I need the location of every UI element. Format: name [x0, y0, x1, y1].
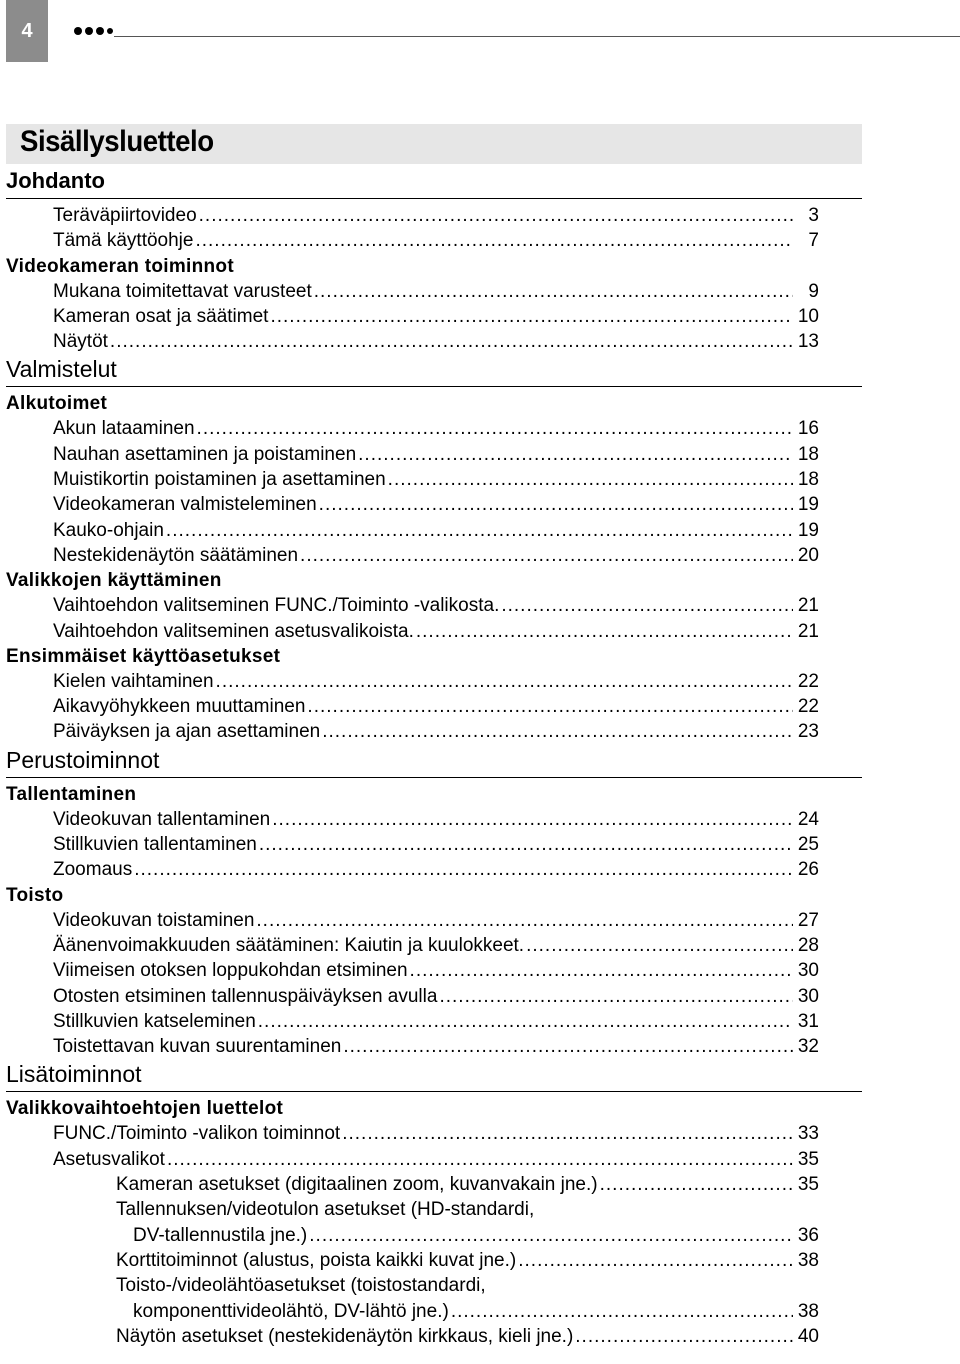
toc-entry-label: Toistettavan kuvan suurentaminen: [53, 1036, 342, 1058]
toc-entry-label: Stillkuvien katseleminen: [53, 1010, 256, 1032]
toc-entry[interactable]: [53, 958, 819, 983]
toc-entry[interactable]: [53, 467, 819, 492]
toc-entry-leader: [258, 1009, 793, 1034]
toc-entry-page: 35: [797, 1174, 819, 1196]
toc-entry-leader: [309, 1223, 793, 1248]
toc-entry-page: 25: [797, 834, 819, 856]
toc-entry-leader: [518, 1248, 793, 1273]
toc-entry[interactable]: [116, 1324, 819, 1349]
subsection-title: Ensimmäiset käyttöasetukset: [6, 645, 281, 667]
toc-entry-page: 16: [797, 418, 819, 440]
toc-entry[interactable]: [53, 593, 819, 618]
subsection-title: Alkutoimet: [6, 393, 108, 415]
toc-entry-leader: [343, 1034, 793, 1059]
toc-entry-label: Zoomaus: [53, 859, 133, 881]
toc-entry-leader: [110, 329, 793, 354]
toc-entry-leader: [439, 984, 793, 1009]
toc-entry-label: Korttitoiminnot (alustus, poista kaikki kuvat jne.): [116, 1249, 517, 1271]
toc-entry-page: 35: [797, 1148, 819, 1170]
toc-entry-page: 38: [797, 1249, 819, 1271]
toc-entry-page: 3: [808, 205, 819, 226]
page-number: 4: [21, 19, 33, 42]
toc-entry[interactable]: [116, 1172, 819, 1197]
toc-entry-label: Kauko-ohjain: [53, 519, 164, 541]
toc-entry[interactable]: [53, 203, 819, 228]
toc-entry[interactable]: [53, 933, 819, 958]
toc-entry[interactable]: [53, 857, 819, 882]
toc-entry-label: Stillkuvien tallentaminen: [53, 834, 257, 856]
toc-entry[interactable]: [53, 329, 819, 354]
toc-entry[interactable]: [53, 908, 819, 933]
toc-entry-leader: [314, 279, 793, 304]
toc-entry[interactable]: [53, 984, 819, 1009]
toc-entry-page: 40: [797, 1325, 819, 1347]
toc-entry-page: 20: [797, 544, 819, 566]
toc-entry[interactable]: [53, 442, 819, 467]
toc-entry-leader: [319, 492, 793, 517]
toc-entry-leader: [416, 619, 793, 644]
toc-entry[interactable]: [116, 1248, 819, 1273]
toc-entry[interactable]: [133, 1299, 819, 1324]
subsection-title: Tallentaminen: [6, 783, 137, 805]
toc-entry-label: Kameran asetukset (digitaalinen zoom, kuvanvakain jne.): [116, 1174, 598, 1196]
toc-entry[interactable]: [53, 669, 819, 694]
toc-entry[interactable]: [133, 1223, 819, 1248]
toc-entry-leader: [300, 543, 793, 568]
toc-entry[interactable]: [53, 719, 819, 744]
header-dots-decoration: [74, 27, 113, 35]
toc-entry-label: Videokuvan toistaminen: [53, 909, 255, 931]
toc-entry-leader: [358, 442, 793, 467]
page-title: Sisällysluettelo: [20, 125, 214, 158]
toc-entry-page: 26: [797, 859, 819, 881]
page-number-tab: [6, 0, 48, 62]
toc-entry-label: Videokuvan tallentaminen: [53, 808, 271, 830]
toc-entry-leader: [167, 1147, 793, 1172]
toc-entry-leader: [501, 593, 793, 618]
toc-entry-label: Kielen vaihtaminen: [53, 670, 214, 692]
toc-entry-label: Teräväpiirtovideo: [53, 205, 197, 226]
toc-entry-page: 28: [797, 934, 819, 956]
toc-entry-page: 30: [797, 985, 819, 1007]
toc-entry-leader: [451, 1299, 793, 1324]
toc-entry[interactable]: [53, 492, 819, 517]
toc-entry[interactable]: [53, 416, 819, 441]
toc-entry-leader: [197, 416, 793, 441]
toc-entry[interactable]: [53, 1121, 819, 1146]
toc-entry-leader: [270, 304, 793, 329]
toc-entry-leader: [272, 807, 793, 832]
section-title: Johdanto: [6, 166, 862, 199]
toc-entry-page: 31: [797, 1010, 819, 1032]
toc-entry-label: Vaihtoehdon valitseminen FUNC./Toiminto -valikosta.: [53, 595, 500, 617]
subsection-title: Videokameran toiminnot: [6, 255, 234, 277]
toc-entry-page: 9: [808, 280, 819, 302]
subsection-title: Toisto: [6, 884, 64, 906]
toc-entry-page: 24: [797, 808, 819, 830]
toc-entry[interactable]: [53, 279, 819, 304]
toc-entry[interactable]: [53, 228, 819, 253]
toc-entry-leader: [256, 908, 793, 933]
toc-entry-leader: [134, 857, 793, 882]
table-of-contents: [6, 166, 862, 1349]
toc-entry-leader: [600, 1172, 793, 1197]
toc-entry-leader: [307, 694, 793, 719]
toc-entry-label: Vaihtoehdon valitseminen asetusvalikoista.: [53, 620, 414, 642]
toc-entry-leader: [322, 719, 793, 744]
toc-entry-label: Päiväyksen ja ajan asettaminen: [53, 721, 321, 743]
toc-entry-leader: [195, 228, 793, 253]
toc-entry-label: Kameran osat ja säätimet: [53, 305, 269, 327]
toc-entry-page: 13: [797, 331, 819, 353]
toc-entry-page: 33: [797, 1123, 819, 1145]
subsection-title: Valikkovaihtoehtojen luettelot: [6, 1098, 284, 1120]
toc-entry[interactable]: [53, 832, 819, 857]
toc-entry-label: Näytön asetukset (nestekidenäytön kirkkaus, kieli jne.): [116, 1325, 574, 1347]
toc-entry-page: 19: [797, 519, 819, 541]
toc-entry-leader: [342, 1121, 793, 1146]
toc-entry-page: 23: [797, 721, 819, 743]
subsection-title: Valikkojen käyttäminen: [6, 570, 222, 592]
toc-entry-page: 21: [797, 620, 819, 642]
toc-entry-leader: [575, 1324, 793, 1349]
toc-entry-leader: [199, 203, 793, 228]
toc-entry[interactable]: [53, 1147, 819, 1172]
toc-entry[interactable]: [53, 1034, 819, 1059]
toc-entry-page: 22: [797, 670, 819, 692]
toc-entry-page: 19: [797, 494, 819, 516]
toc-entry-label: Tämä käyttöohje: [53, 230, 194, 252]
toc-entry[interactable]: [53, 619, 819, 644]
section-title: Perustoiminnot: [6, 745, 862, 778]
toc-entry-label: DV-tallennustila jne.): [133, 1224, 308, 1246]
toc-entry-label: Aikavyöhykkeen muuttaminen: [53, 696, 306, 718]
toc-entry-page: 27: [797, 909, 819, 931]
toc-entry-label: Otosten etsiminen tallennuspäiväyksen avulla: [53, 985, 438, 1007]
section-title: Valmistelut: [6, 354, 862, 387]
toc-entry[interactable]: [53, 304, 819, 329]
toc-entry-leader: [259, 832, 793, 857]
toc-entry[interactable]: [53, 543, 819, 568]
toc-entry[interactable]: [53, 694, 819, 719]
toc-entry-leader: [166, 518, 793, 543]
toc-entry-label: Viimeisen otoksen loppukohdan etsiminen: [53, 960, 408, 982]
toc-entry-label: Nestekidenäytön säätäminen: [53, 544, 299, 566]
toc-entry-label: Nauhan asettaminen ja poistaminen: [53, 443, 357, 465]
toc-entry-label: Asetusvalikot: [53, 1148, 165, 1170]
toc-entry-label: Videokameran valmisteleminen: [53, 494, 317, 516]
toc-entry-page: 30: [797, 960, 819, 982]
toc-entry-page: 7: [808, 230, 819, 252]
toc-entry-label: Mukana toimitettavat varusteet: [53, 280, 312, 302]
toc-entry-label: Muistikortin poistaminen ja asettaminen: [53, 469, 386, 491]
toc-entry-page: 18: [797, 443, 819, 465]
toc-entry-label: FUNC./Toiminto -valikon toiminnot: [53, 1123, 341, 1145]
toc-entry-label: Äänenvoimakkuuden säätäminen: Kaiutin ja kuulokkeet.: [53, 934, 525, 956]
toc-entry-label: Akun lataaminen: [53, 418, 195, 440]
toc-entry-page: 22: [797, 696, 819, 718]
toc-entry-label: Näytöt: [53, 331, 108, 353]
header-rule: [114, 36, 960, 37]
toc-entry[interactable]: [53, 1009, 819, 1034]
toc-entry[interactable]: [53, 518, 819, 543]
toc-entry-page: 32: [797, 1036, 819, 1058]
toc-entry-leader: [410, 958, 793, 983]
toc-entry-leader: [526, 933, 793, 958]
toc-entry[interactable]: [53, 807, 819, 832]
section-title: Lisätoiminnot: [6, 1059, 862, 1092]
toc-entry-page: 10: [797, 305, 819, 327]
toc-entry-page: 18: [797, 469, 819, 491]
toc-entry-page: 21: [797, 595, 819, 617]
toc-entry-leader: [216, 669, 793, 694]
toc-entry-label-line: Toisto-/videolähtöasetukset (toistostandardi,: [116, 1275, 486, 1297]
toc-entry-page: 38: [797, 1300, 819, 1322]
toc-entry-leader: [388, 467, 793, 492]
toc-entry-page: 36: [797, 1224, 819, 1246]
toc-entry-label: komponenttivideolähtö, DV-lähtö jne.): [133, 1300, 449, 1322]
toc-entry-label-line: Tallennuksen/videotulon asetukset (HD-standardi,: [116, 1199, 535, 1221]
